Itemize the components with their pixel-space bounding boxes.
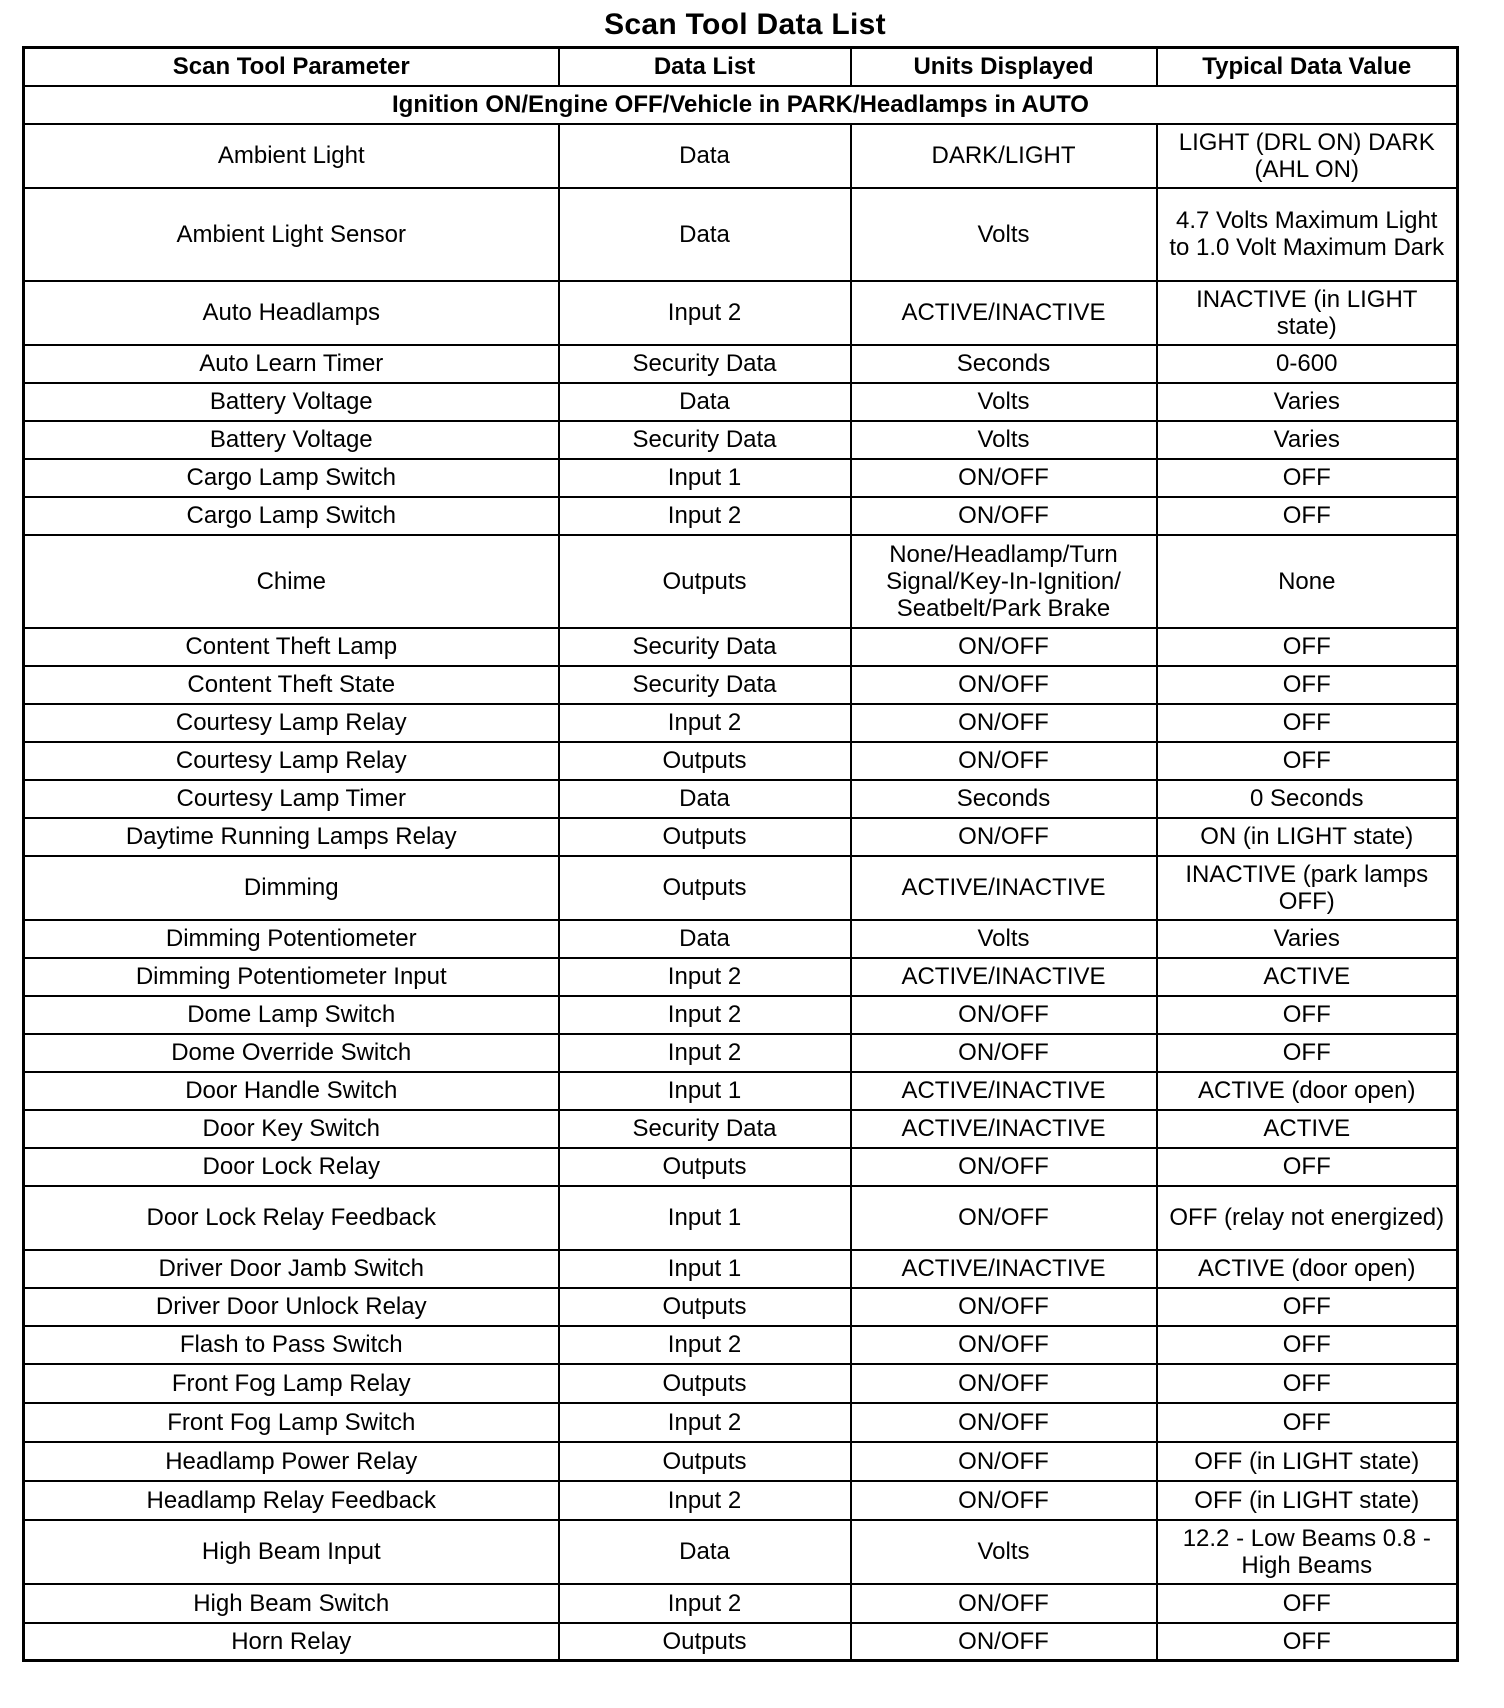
parameter-cell: High Beam Switch	[24, 1584, 559, 1623]
units-cell: ON/OFF	[851, 1481, 1157, 1520]
typical-value-cell: Varies	[1157, 383, 1458, 421]
data-list-cell: Input 1	[559, 1250, 851, 1288]
parameter-cell: High Beam Input	[24, 1520, 559, 1584]
typical-value-cell: 0-600	[1157, 345, 1458, 383]
table-row	[24, 1481, 1458, 1520]
typical-value-cell: ACTIVE	[1157, 1110, 1458, 1148]
table-row	[24, 780, 1458, 818]
parameter-cell: Horn Relay	[24, 1623, 559, 1661]
typical-value-cell: OFF	[1157, 1326, 1458, 1364]
parameter-cell: Auto Headlamps	[24, 281, 559, 345]
units-cell: ACTIVE/INACTIVE	[851, 1250, 1157, 1288]
table-row	[24, 1364, 1458, 1403]
parameter-cell: Door Handle Switch	[24, 1072, 559, 1110]
typical-value-cell: Varies	[1157, 421, 1458, 459]
parameter-cell: Ambient Light Sensor	[24, 188, 559, 281]
table-row	[24, 124, 1458, 188]
table-row	[24, 920, 1458, 958]
typical-value-cell: OFF	[1157, 704, 1458, 742]
header-units: Units Displayed	[851, 48, 1157, 86]
units-cell: DARK/LIGHT	[851, 124, 1157, 188]
typical-value-cell: OFF	[1157, 1584, 1458, 1623]
data-list-cell: Data	[559, 920, 851, 958]
document-title: Scan Tool Data List	[604, 8, 886, 41]
units-cell: ON/OFF	[851, 1288, 1157, 1326]
typical-value-cell: ACTIVE (door open)	[1157, 1250, 1458, 1288]
typical-value-cell: Varies	[1157, 920, 1458, 958]
table-row	[24, 958, 1458, 996]
parameter-cell: Chime	[24, 535, 559, 628]
units-cell: ON/OFF	[851, 459, 1157, 497]
units-cell: Volts	[851, 920, 1157, 958]
parameter-cell: Dimming Potentiometer	[24, 920, 559, 958]
data-list-cell: Input 2	[559, 1034, 851, 1072]
parameter-cell: Courtesy Lamp Relay	[24, 742, 559, 780]
header-typical-value: Typical Data Value	[1157, 48, 1458, 86]
table-row	[24, 742, 1458, 780]
table-row	[24, 1403, 1458, 1442]
table-row	[24, 996, 1458, 1034]
typical-value-cell: OFF	[1157, 1148, 1458, 1186]
table-row	[24, 383, 1458, 421]
table-row	[24, 1584, 1458, 1623]
typical-value-cell: OFF (relay not energized)	[1157, 1186, 1458, 1250]
data-list-cell: Input 1	[559, 459, 851, 497]
parameter-cell: Courtesy Lamp Timer	[24, 780, 559, 818]
units-cell: ON/OFF	[851, 1623, 1157, 1661]
typical-value-cell: 12.2 - Low Beams 0.8 - High Beams	[1157, 1520, 1458, 1584]
data-list-cell: Input 2	[559, 281, 851, 345]
units-cell: ON/OFF	[851, 1364, 1157, 1403]
parameter-cell: Door Lock Relay Feedback	[24, 1186, 559, 1250]
section-row	[24, 86, 1458, 124]
typical-value-cell: LIGHT (DRL ON) DARK (AHL ON)	[1157, 124, 1458, 188]
parameter-cell: Cargo Lamp Switch	[24, 497, 559, 535]
typical-value-cell: ON (in LIGHT state)	[1157, 818, 1458, 856]
typical-value-cell: 0 Seconds	[1157, 780, 1458, 818]
data-list-cell: Outputs	[559, 1442, 851, 1481]
typical-value-cell: 4.7 Volts Maximum Light to 1.0 Volt Maximum Dark	[1157, 188, 1458, 281]
units-cell: ON/OFF	[851, 1403, 1157, 1442]
data-list-cell: Input 2	[559, 704, 851, 742]
data-list-cell: Input 2	[559, 996, 851, 1034]
units-cell: ACTIVE/INACTIVE	[851, 1072, 1157, 1110]
typical-value-cell: ACTIVE (door open)	[1157, 1072, 1458, 1110]
table-row	[24, 1072, 1458, 1110]
data-list-cell: Outputs	[559, 1623, 851, 1661]
table-row	[24, 535, 1458, 628]
units-cell: ON/OFF	[851, 497, 1157, 535]
parameter-cell: Dome Override Switch	[24, 1034, 559, 1072]
units-cell: ON/OFF	[851, 818, 1157, 856]
units-cell: ON/OFF	[851, 996, 1157, 1034]
parameter-cell: Daytime Running Lamps Relay	[24, 818, 559, 856]
typical-value-cell: OFF	[1157, 459, 1458, 497]
parameter-cell: Headlamp Relay Feedback	[24, 1481, 559, 1520]
typical-value-cell: INACTIVE (park lamps OFF)	[1157, 856, 1458, 920]
typical-value-cell: OFF	[1157, 628, 1458, 666]
parameter-cell: Auto Learn Timer	[24, 345, 559, 383]
parameter-cell: Driver Door Unlock Relay	[24, 1288, 559, 1326]
table-row	[24, 628, 1458, 666]
data-list-cell: Input 2	[559, 497, 851, 535]
units-cell: Volts	[851, 1520, 1157, 1584]
parameter-cell: Ambient Light	[24, 124, 559, 188]
data-list-cell: Outputs	[559, 856, 851, 920]
table-row	[24, 1520, 1458, 1584]
parameter-cell: Battery Voltage	[24, 421, 559, 459]
units-cell: Volts	[851, 421, 1157, 459]
table-row	[24, 459, 1458, 497]
parameter-cell: Front Fog Lamp Relay	[24, 1364, 559, 1403]
table-row	[24, 1288, 1458, 1326]
header-row	[24, 48, 1458, 86]
table-row	[24, 856, 1458, 920]
table-row	[24, 666, 1458, 704]
typical-value-cell: OFF	[1157, 1623, 1458, 1661]
table-row	[24, 1110, 1458, 1148]
typical-value-cell: OFF	[1157, 742, 1458, 780]
typical-value-cell: OFF	[1157, 497, 1458, 535]
units-cell: ON/OFF	[851, 666, 1157, 704]
table-row	[24, 1442, 1458, 1481]
units-cell: Seconds	[851, 780, 1157, 818]
data-list-cell: Outputs	[559, 742, 851, 780]
parameter-cell: Door Key Switch	[24, 1110, 559, 1148]
units-cell: ACTIVE/INACTIVE	[851, 958, 1157, 996]
parameter-cell: Content Theft Lamp	[24, 628, 559, 666]
typical-value-cell: OFF (in LIGHT state)	[1157, 1481, 1458, 1520]
data-list-cell: Data	[559, 383, 851, 421]
data-list-cell: Outputs	[559, 535, 851, 628]
table-row	[24, 1148, 1458, 1186]
section-label: Ignition ON/Engine OFF/Vehicle in PARK/Headlamps in AUTO	[24, 86, 1458, 124]
units-cell: None/Headlamp/Turn Signal/Key-In-Ignition/ Seatbelt/Park Brake	[851, 535, 1157, 628]
typical-value-cell: INACTIVE (in LIGHT state)	[1157, 281, 1458, 345]
data-list-cell: Input 1	[559, 1072, 851, 1110]
data-list-cell: Data	[559, 780, 851, 818]
typical-value-cell: OFF	[1157, 996, 1458, 1034]
typical-value-cell: OFF	[1157, 1034, 1458, 1072]
data-list-cell: Data	[559, 188, 851, 281]
typical-value-cell: OFF	[1157, 666, 1458, 704]
units-cell: ON/OFF	[851, 1326, 1157, 1364]
units-cell: ON/OFF	[851, 1034, 1157, 1072]
data-list-cell: Data	[559, 124, 851, 188]
data-list-cell: Outputs	[559, 1148, 851, 1186]
data-list-cell: Security Data	[559, 1110, 851, 1148]
units-cell: ON/OFF	[851, 742, 1157, 780]
table-row	[24, 1034, 1458, 1072]
units-cell: ON/OFF	[851, 704, 1157, 742]
data-list-cell: Input 2	[559, 958, 851, 996]
units-cell: ON/OFF	[851, 1148, 1157, 1186]
table-row	[24, 1623, 1458, 1661]
table-row	[24, 818, 1458, 856]
data-list-cell: Outputs	[559, 1364, 851, 1403]
data-list-cell: Input 2	[559, 1403, 851, 1442]
units-cell: Volts	[851, 188, 1157, 281]
table-row	[24, 1250, 1458, 1288]
parameter-cell: Driver Door Jamb Switch	[24, 1250, 559, 1288]
data-list-cell: Outputs	[559, 1288, 851, 1326]
parameter-cell: Dome Lamp Switch	[24, 996, 559, 1034]
scan-tool-data-table	[22, 46, 1459, 1662]
typical-value-cell: OFF (in LIGHT state)	[1157, 1442, 1458, 1481]
parameter-cell: Dimming	[24, 856, 559, 920]
parameter-cell: Door Lock Relay	[24, 1148, 559, 1186]
typical-value-cell: None	[1157, 535, 1458, 628]
table-row	[24, 1186, 1458, 1250]
data-list-cell: Security Data	[559, 345, 851, 383]
header-parameter: Scan Tool Parameter	[24, 48, 559, 86]
data-list-cell: Input 2	[559, 1481, 851, 1520]
parameter-cell: Content Theft State	[24, 666, 559, 704]
table-row	[24, 421, 1458, 459]
data-list-cell: Input 1	[559, 1186, 851, 1250]
typical-value-cell: OFF	[1157, 1288, 1458, 1326]
units-cell: ON/OFF	[851, 1186, 1157, 1250]
parameter-cell: Flash to Pass Switch	[24, 1326, 559, 1364]
table-row	[24, 345, 1458, 383]
parameter-cell: Front Fog Lamp Switch	[24, 1403, 559, 1442]
header-data-list: Data List	[559, 48, 851, 86]
units-cell: ON/OFF	[851, 1584, 1157, 1623]
table-row	[24, 188, 1458, 281]
parameter-cell: Courtesy Lamp Relay	[24, 704, 559, 742]
table-row	[24, 704, 1458, 742]
data-list-cell: Outputs	[559, 818, 851, 856]
parameter-cell: Battery Voltage	[24, 383, 559, 421]
data-list-cell: Input 2	[559, 1326, 851, 1364]
parameter-cell: Cargo Lamp Switch	[24, 459, 559, 497]
data-list-cell: Data	[559, 1520, 851, 1584]
table-row	[24, 281, 1458, 345]
data-list-cell: Security Data	[559, 421, 851, 459]
data-list-cell: Security Data	[559, 666, 851, 704]
table-row	[24, 1326, 1458, 1364]
parameter-cell: Dimming Potentiometer Input	[24, 958, 559, 996]
data-list-cell: Input 2	[559, 1584, 851, 1623]
data-list-cell: Security Data	[559, 628, 851, 666]
units-cell: ON/OFF	[851, 628, 1157, 666]
units-cell: ACTIVE/INACTIVE	[851, 281, 1157, 345]
units-cell: Seconds	[851, 345, 1157, 383]
units-cell: ON/OFF	[851, 1442, 1157, 1481]
units-cell: Volts	[851, 383, 1157, 421]
typical-value-cell: OFF	[1157, 1364, 1458, 1403]
typical-value-cell: OFF	[1157, 1403, 1458, 1442]
table-row	[24, 497, 1458, 535]
typical-value-cell: ACTIVE	[1157, 958, 1458, 996]
units-cell: ACTIVE/INACTIVE	[851, 856, 1157, 920]
parameter-cell: Headlamp Power Relay	[24, 1442, 559, 1481]
units-cell: ACTIVE/INACTIVE	[851, 1110, 1157, 1148]
